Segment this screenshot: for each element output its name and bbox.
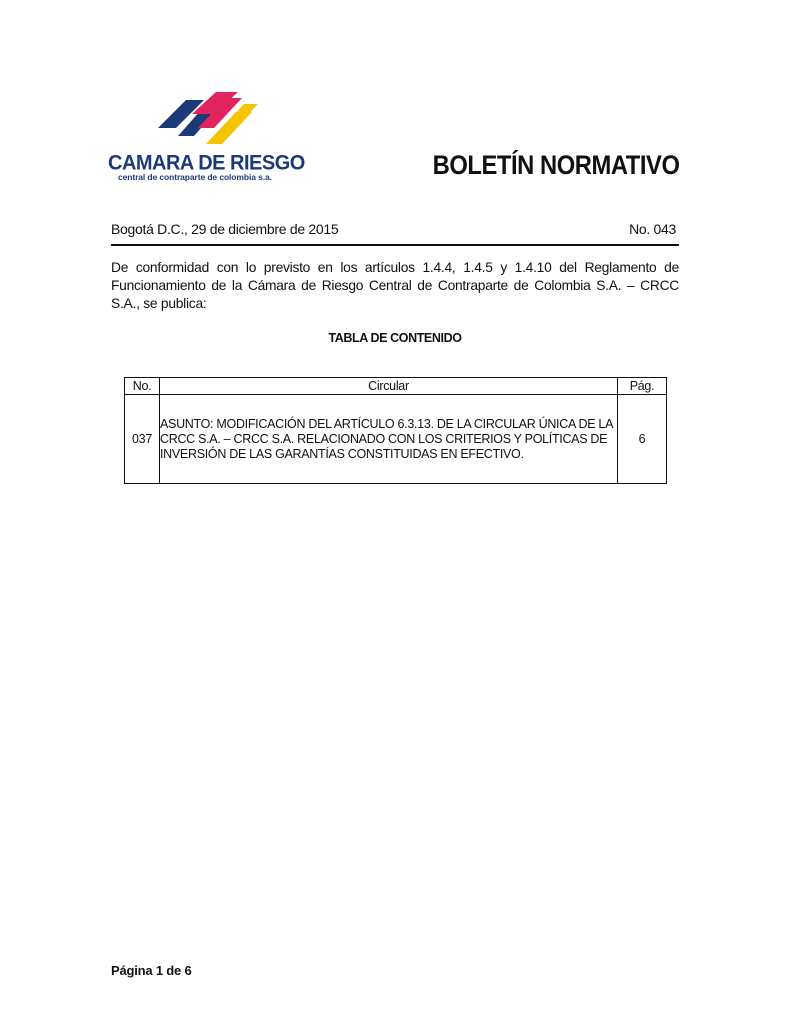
page-footer: Página 1 de 6 [111, 963, 192, 978]
issue-date: Bogotá D.C., 29 de diciembre de 2015 [111, 221, 339, 237]
bulletin-number: No. 043 [629, 221, 676, 237]
page-title: BOLETÍN NORMATIVO [432, 150, 679, 180]
circular-subject: ASUNTO: MODIFICACIÓN DEL ARTÍCULO 6.3.13. DE LA CIRCULAR ÚNICA DE LA CRCC S.A. – CRCC S.A. RELACIONADO CON LOS CRITERIOS Y POLÍTICAS DE INVERSIÓN DE LAS GARANTÍAS CONSTITUIDAS EN EFECTIVO. [160, 395, 618, 484]
column-header-circular: Circular [160, 378, 618, 395]
column-header-page: Pág. [618, 378, 667, 395]
logo-name: CAMARA DE RIESGO [108, 151, 305, 175]
company-logo [108, 88, 305, 188]
table-row [125, 395, 667, 484]
circular-number: 037 [125, 395, 160, 484]
intro-paragraph: De conformidad con lo previsto en los artículos 1.4.4, 1.4.5 y 1.4.10 del Reglamento de Funcionamiento de la Cámara de Riesgo Central de Contraparte de Colombia S.A. – CRCC S.A., se publica: [111, 260, 679, 311]
circular-page: 6 [618, 395, 667, 484]
header-divider [111, 244, 679, 246]
column-header-no: No. [125, 378, 160, 395]
logo-subtitle: central de contraparte de colombia s.a. [118, 172, 272, 182]
toc-heading: TABLA DE CONTENIDO [328, 331, 462, 345]
toc-table [124, 377, 667, 484]
toc-header-row [125, 378, 667, 395]
logo-stripes-icon [158, 88, 288, 150]
dateline [111, 221, 679, 241]
